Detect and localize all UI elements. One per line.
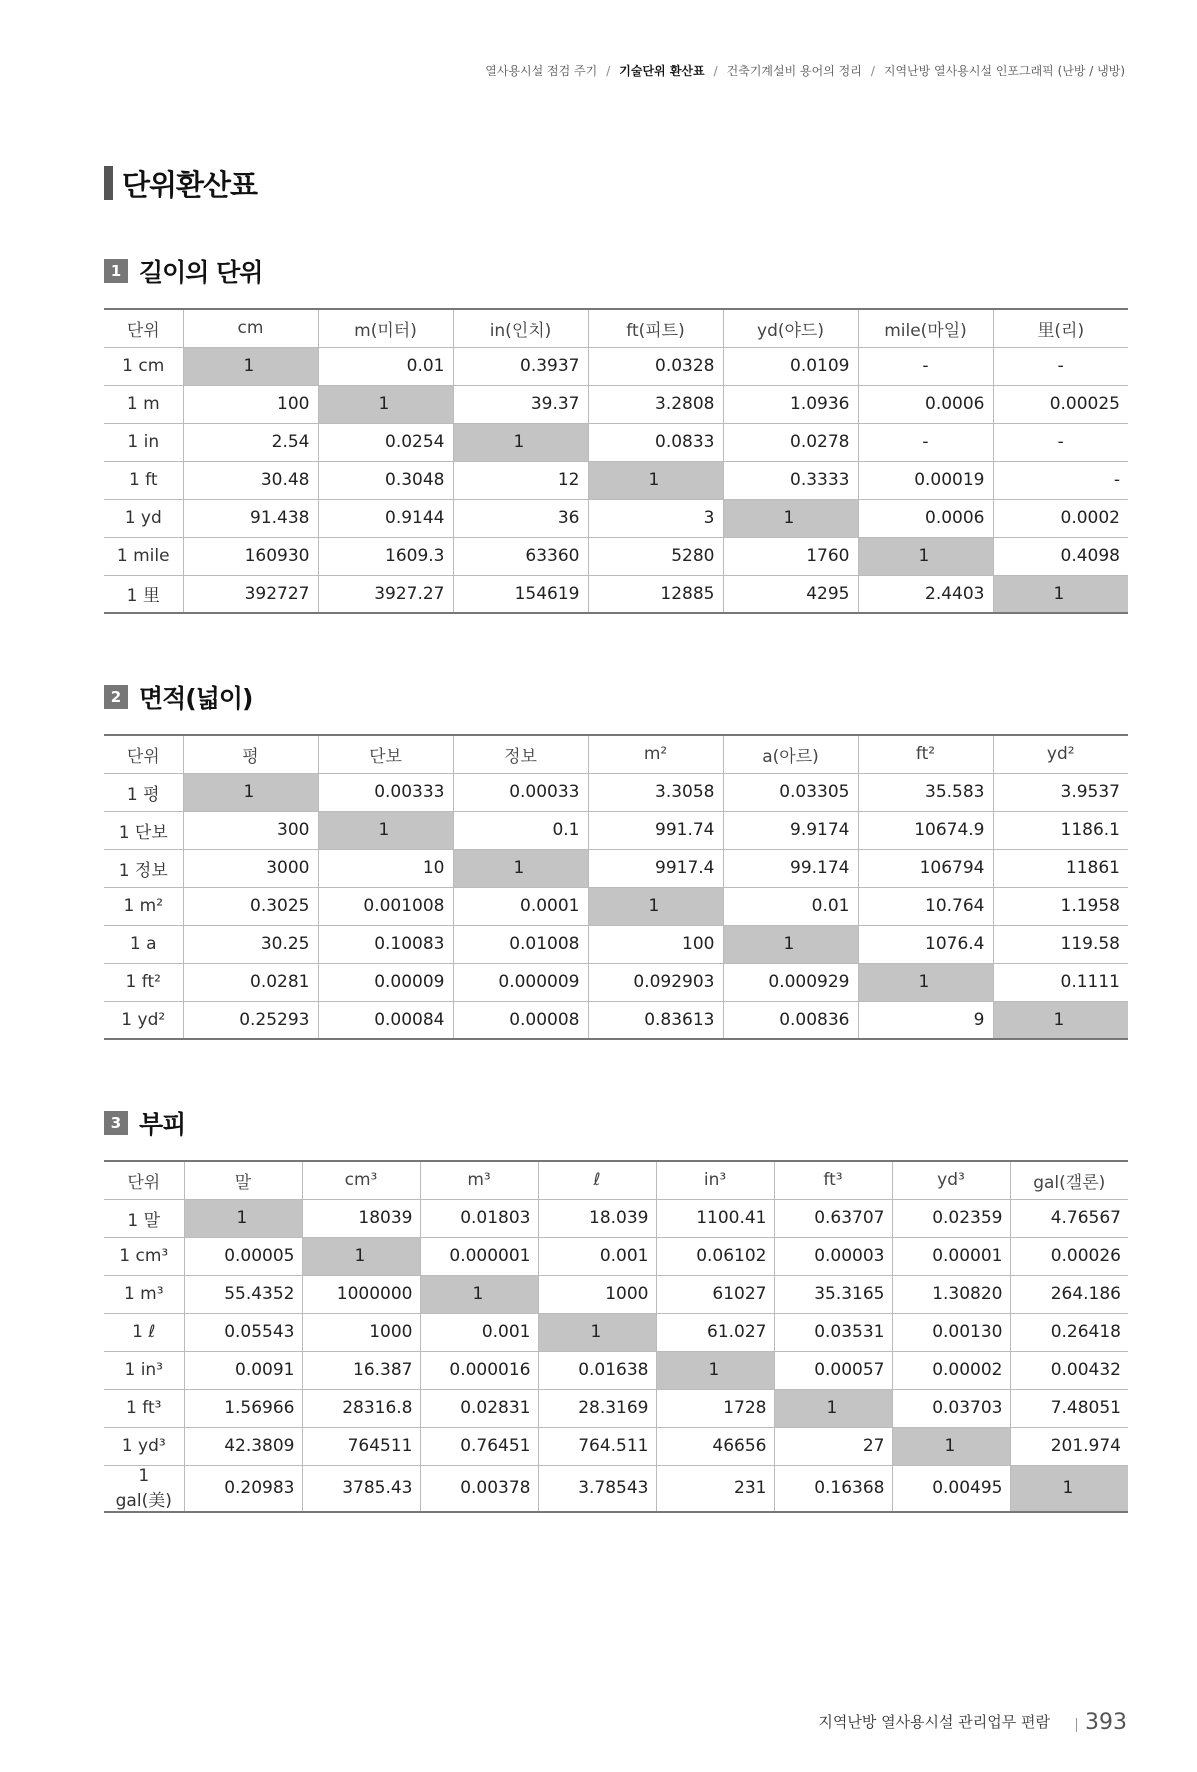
column-header: cm: [183, 309, 318, 347]
section-number-badge: 3: [104, 1111, 128, 1135]
conversion-value-cell: 119.58: [993, 925, 1128, 963]
conversion-value-cell: 0.10083: [318, 925, 453, 963]
conversion-value-cell: 3927.27: [318, 575, 453, 613]
row-unit-label: 1 ft³: [104, 1389, 184, 1427]
conversion-value-cell: 0.000016: [420, 1351, 538, 1389]
table-row: [104, 1199, 1128, 1237]
table-row: [104, 811, 1128, 849]
breadcrumb-separator: /: [606, 64, 611, 78]
conversion-value-cell: 3.9537: [993, 773, 1128, 811]
identity-cell: 1: [538, 1313, 656, 1351]
conversion-value-cell: 55.4352: [184, 1275, 302, 1313]
identity-cell: 1: [453, 423, 588, 461]
conversion-value-cell: 3000: [183, 849, 318, 887]
conversion-value-cell: 201.974: [1010, 1427, 1128, 1465]
conversion-value-cell: 39.37: [453, 385, 588, 423]
conversion-value-cell: 9.9174: [723, 811, 858, 849]
title-accent-bar: [104, 166, 113, 200]
conversion-value-cell: 12: [453, 461, 588, 499]
table-row: [104, 1237, 1128, 1275]
empty-value-cell: -: [858, 347, 993, 385]
conversion-value-cell: 0.0281: [183, 963, 318, 1001]
column-header: 단위: [104, 1161, 184, 1199]
conversion-value-cell: 100: [588, 925, 723, 963]
conversion-value-cell: 0.00057: [774, 1351, 892, 1389]
identity-cell: 1: [318, 385, 453, 423]
section-title: 부피: [139, 1110, 186, 1139]
conversion-value-cell: 4295: [723, 575, 858, 613]
conversion-value-cell: 0.03305: [723, 773, 858, 811]
table-row: [104, 385, 1128, 423]
breadcrumb-item-building-terms[interactable]: 건축기계설비 용어의 정리: [726, 64, 862, 78]
conversion-value-cell: 0.00019: [858, 461, 993, 499]
conversion-value-cell: 2.54: [183, 423, 318, 461]
identity-cell: 1: [453, 849, 588, 887]
conversion-value-cell: 61.027: [656, 1313, 774, 1351]
table-row: [104, 1427, 1128, 1465]
page-number: 393: [1085, 1710, 1127, 1735]
identity-cell: 1: [993, 575, 1128, 613]
row-unit-label: 1 in: [104, 423, 183, 461]
conversion-value-cell: 0.0006: [858, 385, 993, 423]
identity-cell: 1: [1010, 1465, 1128, 1512]
conversion-value-cell: 30.25: [183, 925, 318, 963]
identity-cell: 1: [420, 1275, 538, 1313]
conversion-value-cell: 0.0278: [723, 423, 858, 461]
table-header-row: [104, 735, 1128, 773]
conversion-value-cell: 5280: [588, 537, 723, 575]
conversion-value-cell: 2.4403: [858, 575, 993, 613]
identity-cell: 1: [588, 887, 723, 925]
empty-value-cell: -: [993, 461, 1128, 499]
identity-cell: 1: [318, 811, 453, 849]
conversion-value-cell: 0.01803: [420, 1199, 538, 1237]
conversion-value-cell: 0.00002: [892, 1351, 1010, 1389]
conversion-value-cell: 0.05543: [184, 1313, 302, 1351]
conversion-value-cell: 1.0936: [723, 385, 858, 423]
conversion-value-cell: 0.4098: [993, 537, 1128, 575]
conversion-value-cell: 9: [858, 1001, 993, 1039]
column-header: 평: [183, 735, 318, 773]
section-title: 면적(넓이): [139, 684, 253, 713]
conversion-value-cell: 1.1958: [993, 887, 1128, 925]
table-row: [104, 1351, 1128, 1389]
conversion-value-cell: 160930: [183, 537, 318, 575]
conversion-value-cell: 46656: [656, 1427, 774, 1465]
conversion-value-cell: 0.001008: [318, 887, 453, 925]
conversion-value-cell: 0.00130: [892, 1313, 1010, 1351]
table-row: [104, 575, 1128, 613]
conversion-value-cell: 1186.1: [993, 811, 1128, 849]
column-header: 말: [184, 1161, 302, 1199]
conversion-value-cell: 0.000001: [420, 1237, 538, 1275]
conversion-value-cell: 35.3165: [774, 1275, 892, 1313]
conversion-value-cell: 0.00026: [1010, 1237, 1128, 1275]
conversion-value-cell: 0.0002: [993, 499, 1128, 537]
column-header: 단위: [104, 309, 183, 347]
conversion-value-cell: 0.00495: [892, 1465, 1010, 1512]
row-unit-label: 1 cm³: [104, 1237, 184, 1275]
conversion-value-cell: 10: [318, 849, 453, 887]
identity-cell: 1: [302, 1237, 420, 1275]
column-header: ft²: [858, 735, 993, 773]
page-title: [104, 164, 257, 202]
conversion-value-cell: 0.0833: [588, 423, 723, 461]
column-header: in(인치): [453, 309, 588, 347]
conversion-value-cell: 1609.3: [318, 537, 453, 575]
conversion-value-cell: 0.3937: [453, 347, 588, 385]
page-title-text: 단위환산표: [122, 167, 258, 202]
identity-cell: 1: [184, 1199, 302, 1237]
identity-cell: 1: [858, 963, 993, 1001]
table-row: [104, 1001, 1128, 1039]
identity-cell: 1: [774, 1389, 892, 1427]
table-row: [104, 1465, 1128, 1512]
section-heading-length: [104, 253, 262, 289]
section-number-badge: 2: [104, 685, 128, 709]
identity-cell: 1: [892, 1427, 1010, 1465]
breadcrumb-item-inspection-cycle[interactable]: 열사용시설 점검 주기: [485, 64, 598, 78]
conversion-value-cell: 0.3333: [723, 461, 858, 499]
column-header: yd²: [993, 735, 1128, 773]
conversion-value-cell: 18039: [302, 1199, 420, 1237]
conversion-value-cell: 4.76567: [1010, 1199, 1128, 1237]
conversion-value-cell: 18.039: [538, 1199, 656, 1237]
empty-value-cell: -: [993, 423, 1128, 461]
row-unit-label: 1 m: [104, 385, 183, 423]
empty-value-cell: -: [993, 347, 1128, 385]
conversion-value-cell: 12885: [588, 575, 723, 613]
conversion-value-cell: 300: [183, 811, 318, 849]
conversion-value-cell: 0.00033: [453, 773, 588, 811]
table-header-row: [104, 309, 1128, 347]
conversion-value-cell: 3.78543: [538, 1465, 656, 1512]
conversion-value-cell: 0.26418: [1010, 1313, 1128, 1351]
conversion-value-cell: 0.01008: [453, 925, 588, 963]
column-header: 단위: [104, 735, 183, 773]
footer-title: 지역난방 열사용시설 관리업무 편람: [818, 1713, 1050, 1731]
conversion-value-cell: 0.16368: [774, 1465, 892, 1512]
row-unit-label: 1 in³: [104, 1351, 184, 1389]
conversion-value-cell: 11861: [993, 849, 1128, 887]
conversion-value-cell: 0.0006: [858, 499, 993, 537]
conversion-value-cell: 0.03703: [892, 1389, 1010, 1427]
table-row: [104, 773, 1128, 811]
conversion-value-cell: 28316.8: [302, 1389, 420, 1427]
conversion-value-cell: 0.0109: [723, 347, 858, 385]
section-heading-volume: [104, 1105, 185, 1141]
conversion-value-cell: 100: [183, 385, 318, 423]
conversion-value-cell: 0.01: [318, 347, 453, 385]
table-row: [104, 849, 1128, 887]
conversion-value-cell: 0.000009: [453, 963, 588, 1001]
column-header: ft³: [774, 1161, 892, 1199]
column-header: mile(마일): [858, 309, 993, 347]
conversion-value-cell: 0.25293: [183, 1001, 318, 1039]
area-conversion-table: [104, 734, 1128, 1040]
identity-cell: 1: [183, 773, 318, 811]
conversion-value-cell: 1728: [656, 1389, 774, 1427]
conversion-value-cell: 0.01638: [538, 1351, 656, 1389]
volume-conversion-table: [104, 1160, 1128, 1513]
table-row: [104, 925, 1128, 963]
conversion-value-cell: 0.02831: [420, 1389, 538, 1427]
conversion-value-cell: 0.3048: [318, 461, 453, 499]
section-title: 길이의 단위: [139, 258, 263, 287]
row-unit-label: 1 단보: [104, 811, 183, 849]
conversion-value-cell: 0.1: [453, 811, 588, 849]
column-header: 里(리): [993, 309, 1128, 347]
column-header: gal(갤론): [1010, 1161, 1128, 1199]
column-header: m³: [420, 1161, 538, 1199]
column-header: m(미터): [318, 309, 453, 347]
conversion-value-cell: 0.1111: [993, 963, 1128, 1001]
breadcrumb-item-infographic[interactable]: 지역난방 열사용시설 인포그래픽 (난방 / 냉방): [883, 64, 1125, 78]
conversion-value-cell: 0.01: [723, 887, 858, 925]
conversion-value-cell: 392727: [183, 575, 318, 613]
conversion-value-cell: 36: [453, 499, 588, 537]
identity-cell: 1: [588, 461, 723, 499]
table-row: [104, 963, 1128, 1001]
row-unit-label: 1 ℓ: [104, 1313, 184, 1351]
conversion-value-cell: 0.76451: [420, 1427, 538, 1465]
conversion-value-cell: 0.03531: [774, 1313, 892, 1351]
column-header: in³: [656, 1161, 774, 1199]
row-unit-label: 1 평: [104, 773, 183, 811]
conversion-value-cell: 106794: [858, 849, 993, 887]
conversion-value-cell: 0.00008: [453, 1001, 588, 1039]
conversion-value-cell: 7.48051: [1010, 1389, 1128, 1427]
table-row: [104, 461, 1128, 499]
conversion-value-cell: 42.3809: [184, 1427, 302, 1465]
row-unit-label: 1 yd: [104, 499, 183, 537]
column-header: ℓ: [538, 1161, 656, 1199]
conversion-value-cell: 1760: [723, 537, 858, 575]
column-header: 단보: [318, 735, 453, 773]
conversion-value-cell: 764511: [302, 1427, 420, 1465]
conversion-value-cell: 3: [588, 499, 723, 537]
breadcrumb-separator: /: [870, 64, 875, 78]
table-row: [104, 423, 1128, 461]
conversion-value-cell: 0.00432: [1010, 1351, 1128, 1389]
conversion-value-cell: 231: [656, 1465, 774, 1512]
row-unit-label: 1 cm: [104, 347, 183, 385]
table-row: [104, 347, 1128, 385]
conversion-value-cell: 91.438: [183, 499, 318, 537]
conversion-value-cell: 99.174: [723, 849, 858, 887]
page-footer: [818, 1710, 1127, 1735]
conversion-value-cell: 0.00084: [318, 1001, 453, 1039]
conversion-value-cell: 3785.43: [302, 1465, 420, 1512]
conversion-value-cell: 0.001: [420, 1313, 538, 1351]
conversion-value-cell: 0.0001: [453, 887, 588, 925]
column-header: 정보: [453, 735, 588, 773]
conversion-value-cell: 154619: [453, 575, 588, 613]
identity-cell: 1: [723, 925, 858, 963]
conversion-value-cell: 0.06102: [656, 1237, 774, 1275]
row-unit-label: 1 yd²: [104, 1001, 183, 1039]
conversion-value-cell: 9917.4: [588, 849, 723, 887]
conversion-value-cell: 0.02359: [892, 1199, 1010, 1237]
row-unit-label: 1 m²: [104, 887, 183, 925]
conversion-value-cell: 0.20983: [184, 1465, 302, 1512]
conversion-value-cell: 3.2808: [588, 385, 723, 423]
conversion-value-cell: 991.74: [588, 811, 723, 849]
column-header: ft(피트): [588, 309, 723, 347]
conversion-value-cell: 0.00001: [892, 1237, 1010, 1275]
table-row: [104, 1389, 1128, 1427]
column-header: yd(야드): [723, 309, 858, 347]
row-unit-label: 1 yd³: [104, 1427, 184, 1465]
column-header: yd³: [892, 1161, 1010, 1199]
conversion-value-cell: 0.00009: [318, 963, 453, 1001]
conversion-value-cell: 1.56966: [184, 1389, 302, 1427]
identity-cell: 1: [656, 1351, 774, 1389]
section-number-badge: 1: [104, 259, 128, 283]
conversion-value-cell: 0.00025: [993, 385, 1128, 423]
conversion-value-cell: 10.764: [858, 887, 993, 925]
conversion-value-cell: 1000: [538, 1275, 656, 1313]
conversion-value-cell: 63360: [453, 537, 588, 575]
conversion-value-cell: 10674.9: [858, 811, 993, 849]
conversion-value-cell: 1000: [302, 1313, 420, 1351]
breadcrumb-separator: /: [713, 64, 718, 78]
conversion-value-cell: 3.3058: [588, 773, 723, 811]
conversion-value-cell: 1100.41: [656, 1199, 774, 1237]
table-row: [104, 1275, 1128, 1313]
conversion-value-cell: 1076.4: [858, 925, 993, 963]
conversion-value-cell: 0.3025: [183, 887, 318, 925]
conversion-value-cell: 0.00333: [318, 773, 453, 811]
table-header-row: [104, 1161, 1128, 1199]
column-header: m²: [588, 735, 723, 773]
conversion-value-cell: 0.63707: [774, 1199, 892, 1237]
row-unit-label: 1 ft: [104, 461, 183, 499]
row-unit-label: 1 里: [104, 575, 183, 613]
conversion-value-cell: 61027: [656, 1275, 774, 1313]
identity-cell: 1: [723, 499, 858, 537]
table-row: [104, 499, 1128, 537]
length-conversion-table: [104, 308, 1128, 614]
conversion-value-cell: 0.00005: [184, 1237, 302, 1275]
identity-cell: 1: [993, 1001, 1128, 1039]
row-unit-label: 1 a: [104, 925, 183, 963]
row-unit-label: 1 m³: [104, 1275, 184, 1313]
conversion-value-cell: 0.092903: [588, 963, 723, 1001]
conversion-value-cell: 30.48: [183, 461, 318, 499]
conversion-value-cell: 0.00378: [420, 1465, 538, 1512]
conversion-value-cell: 35.583: [858, 773, 993, 811]
conversion-value-cell: 0.001: [538, 1237, 656, 1275]
row-unit-label: 1 mile: [104, 537, 183, 575]
row-unit-label: 1 정보: [104, 849, 183, 887]
empty-value-cell: -: [858, 423, 993, 461]
conversion-value-cell: 764.511: [538, 1427, 656, 1465]
conversion-value-cell: 0.000929: [723, 963, 858, 1001]
conversion-value-cell: 1000000: [302, 1275, 420, 1313]
conversion-value-cell: 0.83613: [588, 1001, 723, 1039]
row-unit-label: 1 말: [104, 1199, 184, 1237]
column-header: cm³: [302, 1161, 420, 1199]
conversion-value-cell: 0.0254: [318, 423, 453, 461]
table-row: [104, 887, 1128, 925]
breadcrumb-item-unit-conversion[interactable]: 기술단위 환산표: [619, 64, 705, 78]
conversion-value-cell: 264.186: [1010, 1275, 1128, 1313]
conversion-value-cell: 0.00836: [723, 1001, 858, 1039]
identity-cell: 1: [858, 537, 993, 575]
conversion-value-cell: 28.3169: [538, 1389, 656, 1427]
conversion-value-cell: 27: [774, 1427, 892, 1465]
conversion-value-cell: 0.0091: [184, 1351, 302, 1389]
conversion-value-cell: 0.0328: [588, 347, 723, 385]
conversion-value-cell: 1.30820: [892, 1275, 1010, 1313]
table-row: [104, 1313, 1128, 1351]
conversion-value-cell: 0.00003: [774, 1237, 892, 1275]
section-heading-area: [104, 679, 252, 715]
breadcrumb: [485, 62, 1125, 79]
conversion-value-cell: 0.9144: [318, 499, 453, 537]
row-unit-label: 1 gal(美): [104, 1465, 184, 1512]
table-row: [104, 537, 1128, 575]
identity-cell: 1: [183, 347, 318, 385]
conversion-value-cell: 16.387: [302, 1351, 420, 1389]
row-unit-label: 1 ft²: [104, 963, 183, 1001]
column-header: a(아르): [723, 735, 858, 773]
footer-divider: [1076, 1718, 1077, 1732]
